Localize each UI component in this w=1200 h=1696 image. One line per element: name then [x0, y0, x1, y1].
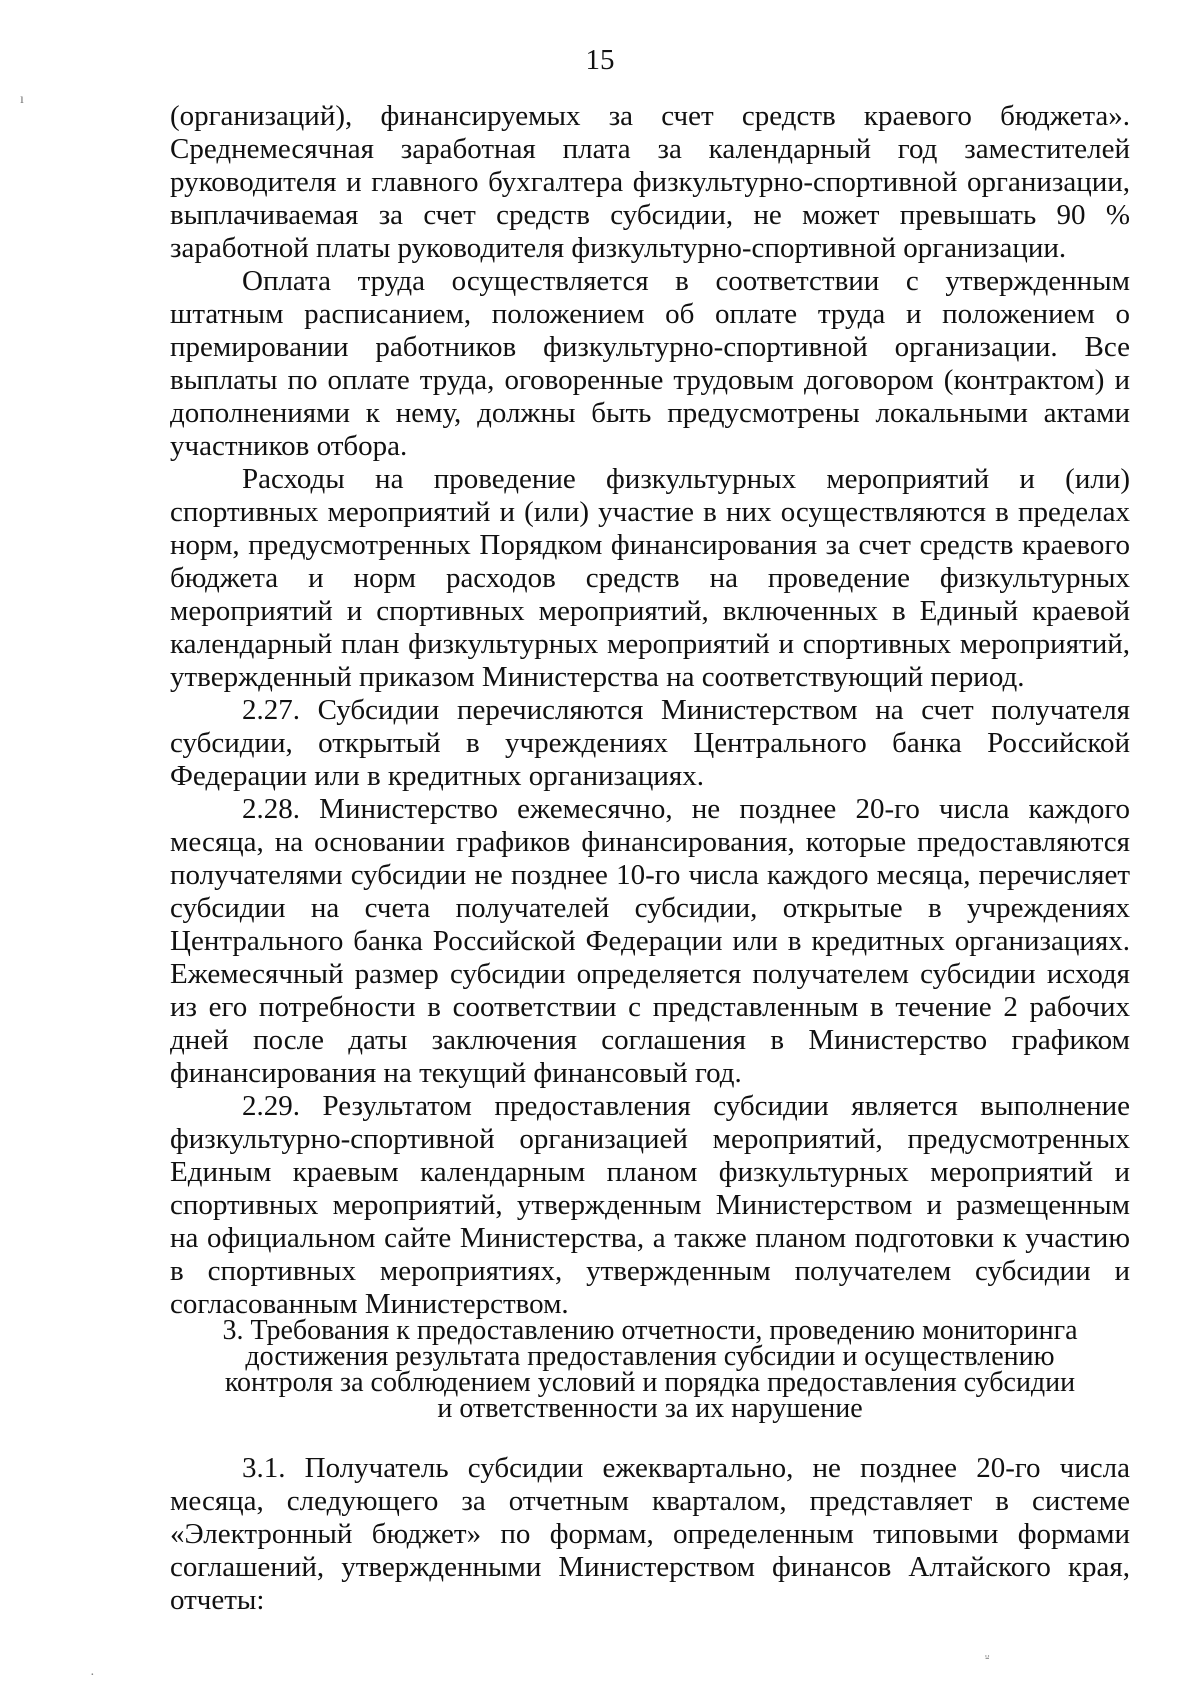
section-3-heading	[170, 1315, 1130, 1424]
paragraph-2-27: 2.27. Субсидии перечисляются Министерством на счет получателя субсидии, открытый в учреждениях Центрального банка Российской Федерации или в кредитных организациях.	[170, 694, 1130, 792]
scan-artifact: ·	[90, 1668, 95, 1683]
heading-line: 3. Требования к предоставлению отчетности, проведению мониторинга	[222, 1315, 1078, 1346]
heading-line: достижения результата предоставления субсидии и осуществлению	[245, 1341, 1055, 1372]
paragraph-salary-payment: Оплата труда осуществляется в соответствии с утвержденным штатным расписанием, положением об оплате труда и положением о премировании работников физкультурно-спортивной организации. Все выплаты по оплате труда, оговоренные трудовым договором (контрактом) и дополнениями к нему, должны быть предусмотрены локальными актами участников отбора.	[170, 265, 1130, 462]
paragraph-3-1: 3.1. Получатель субсидии ежеквартально, не позднее 20-го числа месяца, следующего за отчетным кварталом, представляет в системе «Электронный бюджет» по формам, определенным типовыми формами соглашений, утвержденными Министерством финансов Алтайского края, отчеты:	[170, 1452, 1130, 1616]
heading-line: контроля за соблюдением условий и порядка предоставления субсидии	[224, 1367, 1076, 1398]
scan-artifact: ⸚	[985, 1651, 990, 1666]
body-text-top	[170, 100, 1130, 1321]
paragraph-continuation: (организаций), финансируемых за счет средств краевого бюджета». Среднемесячная заработная плата за календарный год заместителей руководителя и главного бухгалтера физкультурно-спортивной организации, выплачиваемая за счет средств субсидии, не может превышать 90 % заработной платы руководителя физкультурно-спортивной организации.	[170, 100, 1130, 264]
paragraph-2-29: 2.29. Результатом предоставления субсидии является выполнение физкультурно-спортивной организацией мероприятий, предусмотренных Единым краевым календарным планом физкультурных мероприятий и спортивных мероприятий, утвержденным Министерством и размещенным на официальном сайте Министерства, а также планом подготовки к участию в спортивных мероприятиях, утвержденным получателем субсидии и согласованным Министерством.	[170, 1090, 1130, 1320]
page-number: 15	[585, 44, 615, 76]
paragraph-2-28: 2.28. Министерство ежемесячно, не позднее 20-го числа каждого месяца, на основании графиков финансирования, которые предоставляются получателями субсидии не позднее 10-го числа каждого месяца, перечисляет субсидии на счета получателей субсидии, открытые в учреждениях Центрального банка Российской Федерации или в кредитных организациях. Ежемесячный размер субсидии определяется получателем субсидии исходя из его потребности в соответствии с представленным в течение 2 рабочих дней после даты заключения соглашения в Министерство графиком финансирования на текущий финансовый год.	[170, 793, 1130, 1089]
scan-artifact: ı	[20, 92, 24, 107]
paragraph-event-expenses: Расходы на проведение физкультурных мероприятий и (или) спортивных мероприятий и (или) участие в них осуществляются в пределах норм, предусмотренных Порядком финансирования за счет средств краевого бюджета и норм расходов средств на проведение физкультурных мероприятий и спортивных мероприятий, включенных в Единый краевой календарный план физкультурных мероприятий и спортивных мероприятий, утвержденный приказом Министерства на соответствующий период.	[170, 463, 1130, 693]
heading-line: и ответственности за их нарушение	[437, 1393, 863, 1424]
body-text-bottom	[170, 1452, 1130, 1617]
